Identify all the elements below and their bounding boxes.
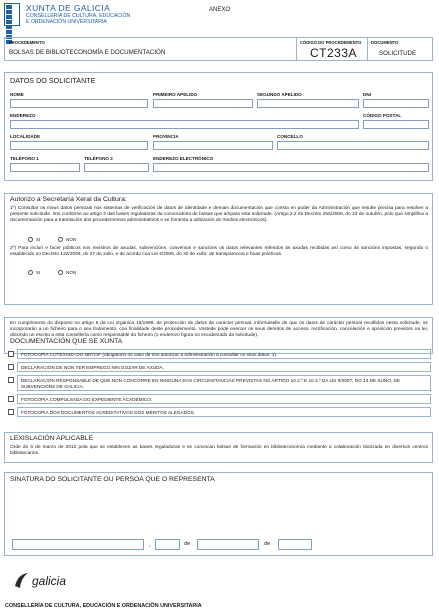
telefono2-label: TELÉFONO 2 [84, 156, 113, 161]
divider [296, 38, 297, 60]
annex-label: ANEXO [209, 7, 231, 13]
org-subtitle: CONSELLERÍA DE CULTURA, EDUCACIÓN E ORDENACIÓN UNIVERSITARIA [26, 13, 131, 25]
authorization-title: Autorizo a Secretaría Xeral da Cultura: [10, 196, 127, 203]
provincia-input[interactable] [153, 141, 273, 150]
doc-item-5: FOTOCOPIA DOS DOCUMENTOS ACREDITATIVOS DOS MÉRITOS ALEGADOS. [17, 407, 431, 417]
codigo-postal-label: CÓDIGO POSTAL [363, 113, 402, 118]
doc-item-2: DECLARACIÓN DE NON TER EMPREGO NIN GOZAR DE AXUDA. [17, 362, 431, 372]
signature-de-1: de [184, 541, 191, 547]
documentation-title: DOCUMENTACIÓN QUE SE XUNTA [10, 338, 123, 345]
auth1-non-radio[interactable] [58, 237, 63, 242]
email-input[interactable] [153, 163, 429, 172]
email-label: ENDEREZO ELECTRÓNICO [153, 156, 214, 161]
enderezo-input[interactable] [10, 120, 359, 129]
auth2-non-radio[interactable] [58, 270, 63, 275]
data-protection-text: En cumprimento do disposto no artigo 5 da Lei orgánica 15/1999, de protección de datos de carácter persoal, infórmaselle de que os datos de carácter persoal recollidos nesta solicitude, se incorporarán a un ficheiro para o seu tratamento, coa finalidade deste procedemento. Vostede pode exercer os seus dereitos de acceso, rectificación, cancelación e oposición previstos na lei, dirixindo un escrito a esta consellería como responsable do ficheiro (o enderezo figura no encabezado da solicitude). [10, 321, 428, 338]
telefono1-input[interactable] [10, 163, 80, 172]
nome-label: NOME [10, 92, 24, 97]
localidade-label: LOCALIDADE [10, 134, 41, 139]
auth1-non-label: NON [66, 237, 77, 242]
signature-month-input[interactable] [197, 539, 259, 550]
segundo-apelido-input[interactable] [257, 99, 359, 108]
divider [367, 38, 368, 60]
procedure-code: CT233A [310, 46, 358, 60]
authorization-section [4, 193, 433, 305]
auth2-non-label: NON [66, 270, 77, 275]
xunta-logo-icon [4, 3, 20, 26]
doc-item-4: FOTOCOPIA COMPULSADA DO EXPEDIENTE ACADÉMICO. [17, 394, 431, 404]
authorization-paragraph-2: 2º) Para incluír e facer públicos nos rexistros de axudas, subvencións, convenios e sancións os datos relevantes referidos ás axudas recibidas así como ás sancións impostas, segundo o establecido no Decreto 132/2006, do 27 de xullo, e de acordo coa Lei 4/2006, do 30 de xullo, de transparencia e boas prácticas. [10, 246, 428, 257]
localidade-input[interactable] [10, 141, 148, 150]
galicia-logo-text: galicia [32, 574, 67, 588]
legislation-text: Orde do 6 de marzo de 2012 pola que se establecen as bases reguladoras e se convocan bolsas de formación en biblioteconomía mediante a colaboración titorizada en diversos centros bibliotecarios. [10, 445, 428, 456]
nome-input[interactable] [10, 99, 148, 108]
primeiro-apelido-input[interactable] [153, 99, 253, 108]
doc-checkbox-4[interactable] [8, 396, 14, 402]
provincia-label: PROVINCIA [153, 134, 179, 139]
concello-input[interactable] [277, 141, 429, 150]
enderezo-label: ENDEREZO [10, 113, 36, 118]
galicia-logo [12, 570, 82, 592]
galicia-swoosh-icon [12, 570, 32, 592]
section-title: DATOS DO SOLICITANTE [10, 76, 96, 85]
dni-label: DNI [363, 92, 371, 97]
legislation-title: LEXISLACIÓN APLICABLE [10, 435, 94, 442]
signature-section [4, 472, 433, 556]
authorization-paragraph-1: 1º) Consultar os meus datos persoais nos sistemas de verificación de datos de identidade e demais documentación que consta en poder da Administración que resulte precisa para resolver a presente solicitude. Isto conforme ao artigo 2 das bases reguladoras da convocatoria de bolsas que ampara esta solicitude. (Artigo 2.2 do Decreto 255/2008, do 23 de outubro, polo que simplifica a documentación para a tramitación dos procedementos administrativos e se fomenta a utilización de medios electrónicos). [10, 206, 428, 223]
org-title: XUNTA DE GALICIA [26, 3, 111, 13]
doc-checkbox-2[interactable] [8, 364, 14, 370]
codigo-postal-input[interactable] [363, 120, 429, 129]
signature-place-input[interactable] [12, 539, 144, 550]
signature-year-input[interactable] [278, 539, 312, 550]
doc-item-1: FOTOCOPIA COTEXADA DO NIF/CIF (obrigatorio no caso de non autorizar a Administración a consultar os seus datos. 1). [17, 349, 431, 359]
dni-input[interactable] [363, 99, 429, 108]
concello-label: CONCELLO [277, 134, 303, 139]
doc-checkbox-3[interactable] [8, 377, 14, 383]
doc-item-3: DECLARACIÓN RESPONSABLE DE QUE NON CONCORRE EN NINGUNA DAS CIRCUNSTANCIAS PREVISTAS NO ARTIGO 10.2.º E 10.3.º DA LEI 9/2007, DO 13 DE XUÑO, DE SUBVENCIÓNS DE GALICIA. [17, 375, 431, 391]
legislation-section [4, 432, 433, 463]
document-label: DOCUMENTO [371, 40, 399, 45]
telefono1-label: TELÉFONO 1 [10, 156, 39, 161]
signature-comma: , [149, 542, 151, 548]
signature-title: SINATURA DO SOLICITANTE OU PERSOA QUE O REPRESENTA [10, 476, 215, 483]
auth2-si-radio[interactable] [28, 270, 33, 275]
primeiro-apelido-label: PRIMEIRO APELIDO [153, 92, 198, 97]
procedure-label: PROCEDEMENTO [9, 40, 45, 45]
auth2-si-label: SI [36, 270, 41, 275]
procedure-box [4, 37, 433, 61]
telefono2-input[interactable] [84, 163, 149, 172]
documentation-section [4, 335, 433, 424]
applicant-section [4, 72, 433, 181]
signature-de-2: de [264, 541, 271, 547]
segundo-apelido-label: SEGUNDO APELIDO [257, 92, 302, 97]
document-type: SOLICITUDE [379, 50, 417, 57]
signature-day-input[interactable] [155, 539, 180, 550]
auth1-si-radio[interactable] [28, 237, 33, 242]
doc-checkbox-1[interactable] [8, 351, 14, 357]
auth1-si-label: SI [36, 237, 41, 242]
footer-text: CONSELLERÍA DE CULTURA, EDUCACIÓN E ORDENACIÓN UNIVERSITARIA [5, 603, 202, 609]
doc-checkbox-5[interactable] [8, 409, 14, 415]
procedure-code-label: CÓDIGO DO PROCEDEMENTO [300, 40, 362, 45]
procedure-name: BOLSAS DE BIBLIOTECONOMÍA E DOCUMENTACIÓN [9, 49, 166, 56]
